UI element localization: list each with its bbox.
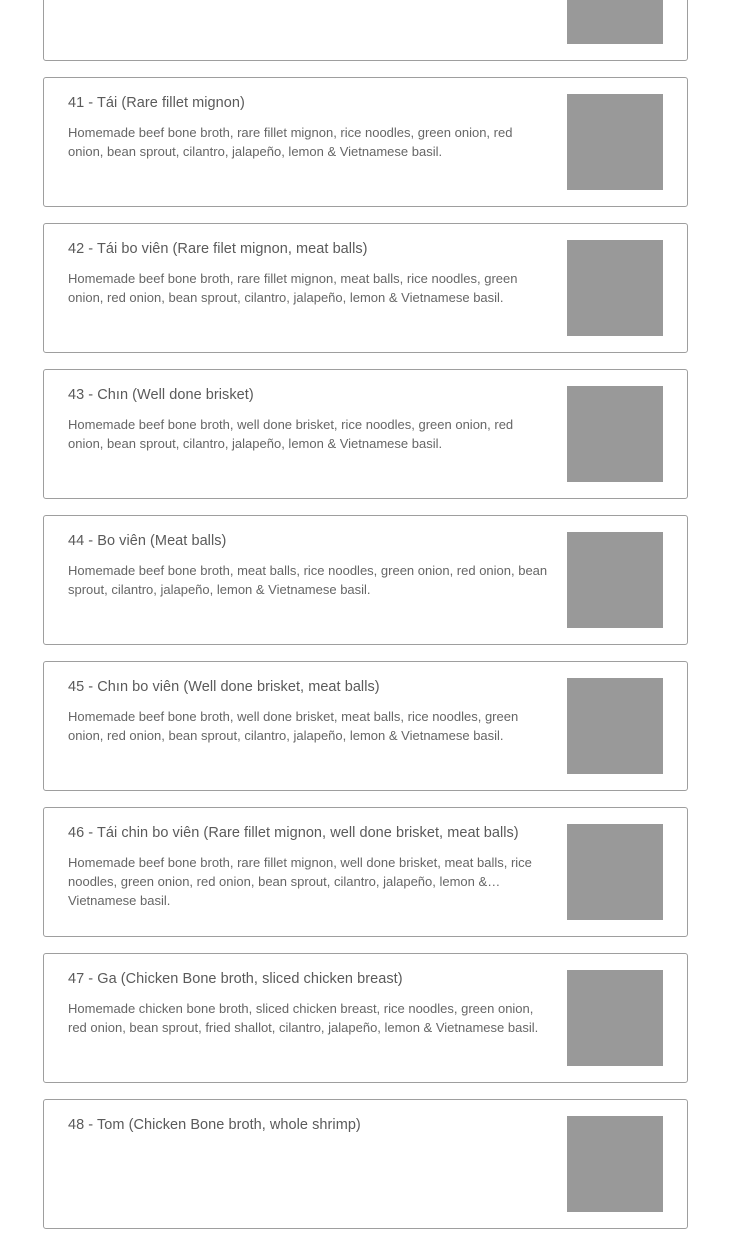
menu-item-title: 46 - Tái chin bo viên (Rare fillet mignon, well done brisket, meat balls) bbox=[68, 825, 519, 841]
menu-item-title: 47 - Ga (Chicken Bone broth, sliced chicken breast) bbox=[68, 971, 403, 987]
menu-item-title: 44 - Bo viên (Meat balls) bbox=[68, 533, 227, 549]
menu-item-card[interactable] bbox=[43, 661, 688, 791]
menu-item-text bbox=[68, 678, 524, 745]
menu-item-list bbox=[43, 0, 688, 1245]
menu-item-image bbox=[567, 970, 663, 1066]
menu-item-image bbox=[567, 0, 663, 44]
menu-item-text bbox=[68, 386, 524, 453]
menu-item-description: Homemade chicken bone broth, sliced chicken breast, rice noodles, green onion, red onion, bean sprout, fried shallot, cilantro, jalapeño, lemon & Vietnamese basil. bbox=[68, 1001, 539, 1035]
menu-item-title: 42 - Tái bo viên (Rare filet mignon, meat balls) bbox=[68, 241, 368, 257]
menu-item-title: 43 - Chın (Well done brisket) bbox=[68, 387, 254, 403]
menu-item-card[interactable] bbox=[43, 953, 688, 1083]
menu-item-card[interactable] bbox=[43, 515, 688, 645]
menu-item-card[interactable] bbox=[43, 223, 688, 353]
menu-item-description: Homemade beef bone broth, meat balls, rice noodles, green onion, red onion, bean sprout, cilantro, jalapeño, lemon & Vietnamese basil. bbox=[68, 563, 548, 597]
menu-item-image bbox=[567, 532, 663, 628]
menu-item-text bbox=[68, 94, 524, 161]
menu-item-title: 45 - Chın bo viên (Well done brisket, meat balls) bbox=[68, 679, 380, 695]
menu-item-card[interactable] bbox=[43, 807, 688, 937]
menu-item-image bbox=[567, 94, 663, 190]
menu-item-card[interactable] bbox=[43, 0, 688, 61]
menu-item-description: Homemade beef bone broth, well done brisket, meat balls, rice noodles, green onion, red onion, bean sprout, cilantro, jalapeño, lemon & Vietnamese basil. bbox=[68, 709, 519, 743]
menu-item-title: 41 - Tái (Rare fillet mignon) bbox=[68, 95, 245, 111]
menu-item-card[interactable] bbox=[43, 369, 688, 499]
menu-item-image bbox=[567, 678, 663, 774]
menu-item-image bbox=[567, 1116, 663, 1212]
menu-item-image bbox=[567, 824, 663, 920]
menu-item-description: Homemade beef bone broth, rare fillet mignon, rice noodles, green onion, red onion, bean sprout, cilantro, jalapeño, lemon & Vietnamese basil. bbox=[68, 125, 513, 159]
menu-item-description: Homemade beef bone broth, rare fillet mignon, well done brisket, meat balls, rice noodles, green onion, red onion, bean sprout, cilantro, jalapeño, lemon & Vietnamese basil. bbox=[68, 855, 532, 908]
menu-item-card[interactable] bbox=[43, 77, 688, 207]
menu-item-text bbox=[68, 240, 524, 307]
menu-item-description: Homemade beef bone broth, well done brisket, rice noodles, green onion, red onion, bean sprout, cilantro, jalapeño, lemon & Vietnamese basil. bbox=[68, 417, 514, 451]
menu-item-text bbox=[68, 532, 548, 599]
menu-item-card[interactable] bbox=[43, 1099, 688, 1229]
menu-item-title: 48 - Tom (Chicken Bone broth, whole shrimp) bbox=[68, 1117, 361, 1133]
menu-item-text bbox=[68, 1116, 524, 1145]
menu-item-text bbox=[68, 970, 539, 1037]
menu-item-text bbox=[68, 824, 532, 908]
menu-item-description: Homemade beef bone broth, rare fillet mignon, meat balls, rice noodles, green onion, red onion, bean sprout, cilantro, jalapeño, lemon & Vietnamese basil. bbox=[68, 271, 518, 305]
menu-item-image bbox=[567, 240, 663, 336]
menu-item-image bbox=[567, 386, 663, 482]
